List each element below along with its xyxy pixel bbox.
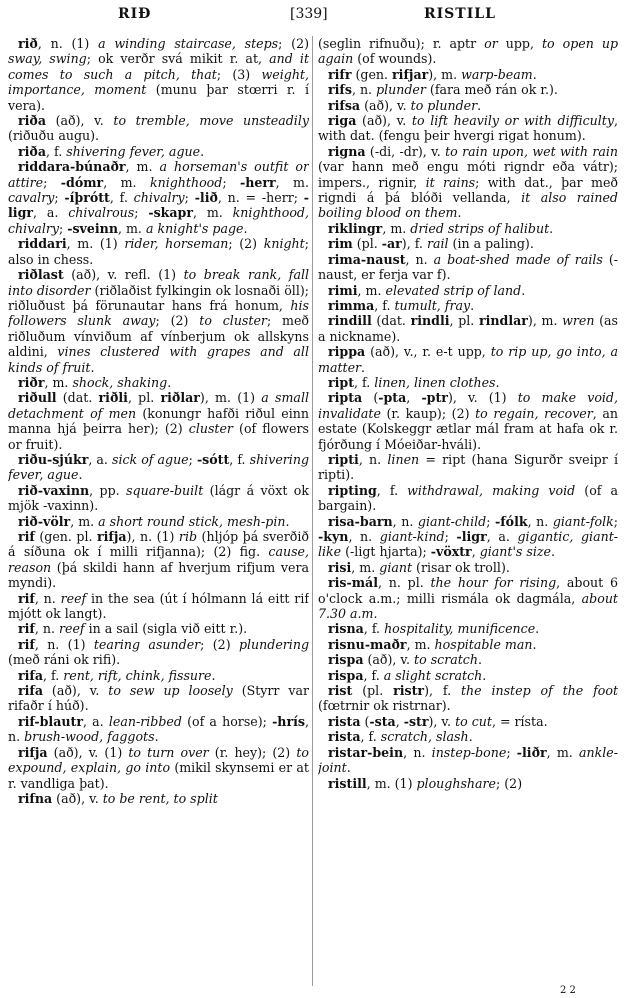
dictionary-entry: riðlast (að), v. refl. (1) to break rank, fall into disorder (riðlaðist fylkingin ok losnaði öll); riðluðust þá förunautar hans frá honum, his followers slunk away; (2) to cluster; með riðluðum vínviðum af vínberjum ok allskyns aldini, vines clustered with grapes and all kinds of fruit. — [8, 267, 309, 375]
dictionary-entry: rifr (gen. rifjar), m. warp-beam. — [328, 66, 537, 82]
dictionary-entry: rimma, f. tumult, fray. — [328, 297, 475, 313]
signature-mark: 2 2 — [560, 985, 576, 996]
dictionary-entry: risna, f. hospitality, munificence. — [328, 621, 540, 637]
dictionary-entry: ristar-bein, n. instep-bone; -liðr, m. ankle-joint. — [318, 744, 618, 776]
dictionary-entry: rist (pl. ristr), f. the instep of the foot (fœtrnir ok ristrnar). — [318, 683, 618, 714]
dictionary-entry: rista, f. scratch, slash. — [328, 729, 473, 745]
column-divider — [312, 36, 313, 986]
dictionary-entry: risa-barn, n. giant-child; -fólk, n. giant-folk; -kyn, n. giant-kind; -ligr, a. gigantic, giant-like (-ligt hjarta); -vöxtr, giant's size. — [318, 513, 618, 560]
dictionary-entry: riðr, m. shock, shaking. — [18, 374, 172, 390]
dictionary-entry: rim (pl. -ar), f. rail (in a paling). — [328, 236, 534, 252]
dictionary-entry: rippa (að), v., r. e-t upp, to rip up, go into, a matter. — [318, 344, 618, 375]
dictionary-entry: rif, n. reef in a sail (sigla við eitt r.). — [18, 621, 248, 637]
dictionary-entry: riða, f. shivering fever, ague. — [18, 143, 205, 159]
right-column — [318, 36, 618, 986]
dictionary-entry: rifna (að), v. to be rent, to split — [18, 790, 218, 806]
dictionary-entry: ristill, m. (1) ploughshare; (2) — [328, 775, 523, 791]
page-number: [339] — [290, 6, 328, 22]
dictionary-entry: riddara-búnaðr, m. a horseman's outfit or attire; -dómr, m. knighthood; -herr, m. cavalry; -íþrótt, f. chivalry; -lið, n. = -herr; -ligr, a. chivalrous; -skapr, m. knighthood, chivalry; -sveinn, m. a knight's page. — [8, 159, 309, 236]
dictionary-entry: rif, n. reef in the sea (út í hólmann lá eitt rif mjótt ok langt). — [8, 590, 309, 622]
header-right-guideword: RISTILL — [424, 6, 496, 22]
dictionary-entry: rigna (-di, -dr), v. to rain upon, wet with rain (var hann með engu móti rigndr eða vátr); impers., rignir, it rains; with dat., þar með rigndi á þá blóði vellanda, it also rained boiling blood on them. — [318, 143, 618, 221]
dictionary-entry: rista (-sta, -str), v. to cut, = rísta. — [328, 713, 548, 729]
dictionary-entry: rif, n. (1) tearing asunder; (2) plundering (með ráni ok rifi). — [8, 636, 309, 668]
dictionary-entry: rindill (dat. rindli, pl. rindlar), m. wren (as a nickname). — [318, 313, 618, 344]
dictionary-entry: riddari, m. (1) rider, horseman; (2) knight; also in chess. — [8, 236, 309, 267]
dictionary-entry: rifsa (að), v. to plunder. — [328, 97, 482, 113]
dictionary-entry: rið, n. (1) a winding staircase, steps; (2) sway, swing; ok verðr svá mikit r. at, and it comes to such a pitch, that; (3) weight, importance, moment (munu þar stœrri r. í vera). — [8, 36, 309, 113]
dictionary-entry: riðull (dat. riðli, pl. riðlar), m. (1) a small detachment of men (konungr hafði riðul einn manna hjá þeirra her); (2) cluster (of flowers or fruit). — [8, 390, 309, 452]
dictionary-entry: riðu-sjúkr, a. sick of ague; -sótt, f. shivering fever, ague. — [8, 451, 309, 483]
dictionary-entry: rimi, m. elevated strip of land. — [328, 282, 526, 298]
dictionary-entry: ripti, n. linen = ript (hana Sigurðr sveipr í ripti). — [318, 451, 618, 483]
dictionary-entry: risnu-maðr, m. hospitable man. — [328, 636, 537, 652]
dictionary-entry: ript, f. linen, linen clothes. — [328, 374, 500, 390]
dictionary-entry: riga (að), v. to lift heavily or with difficulty, with dat. (fengu þeir hvergi rigat honum). — [318, 113, 618, 144]
dictionary-entry: (seglin rifnuðu); r. aptr or upp, to open up again (of wounds). — [318, 36, 618, 67]
dictionary-entry: ripta (-pta, -ptr), v. (1) to make void, invalidate (r. kaup); (2) to regain, recover, an estate (Kolskeggr ætlar mál fram at hafa ok r. fjórðung í Móeiðar-hváli). — [318, 390, 618, 452]
dictionary-entry: rima-naust, n. a boat-shed made of rails (-naust, er ferja var f). — [318, 251, 618, 283]
dictionary-entry: rið-vaxinn, pp. square-built (lágr á vöxt ok mjök -vaxinn). — [8, 482, 309, 514]
dictionary-entry: ripting, f. withdrawal, making void (of a bargain). — [318, 482, 618, 514]
dictionary-entry: rif-blautr, a. lean-ribbed (of a horse); -hrís, n. brush-wood, faggots. — [8, 713, 309, 745]
left-column — [8, 36, 309, 986]
dictionary-entry: rifja (að), v. (1) to turn over (r. hey); (2) to expound, explain, go into (mikil skynsemi er at r. vandliga þat). — [8, 744, 309, 791]
dictionary-entry: rispa, f. a slight scratch. — [328, 667, 487, 683]
dictionary-entry: rifa (að), v. to sew up loosely (Styrr var rifaðr í húð). — [8, 683, 309, 714]
dictionary-entry: riða (að), v. to tremble, move unsteadily (riðuðu augu). — [8, 113, 309, 144]
dictionary-entry: rifs, n. plunder (fara með rán ok r.). — [328, 82, 558, 98]
dictionary-entry: risi, m. giant (risar ok troll). — [328, 559, 510, 575]
dictionary-entry: riklingr, m. dried strips of halibut. — [328, 220, 554, 236]
running-header — [0, 6, 625, 28]
dictionary-entry: rispa (að), v. to scratch. — [328, 652, 482, 668]
dictionary-entry: rif (gen. pl. rifja), n. (1) rib (hljóp þá sverðið á síðuna ok í milli rifjanna); (2) fig. cause, reason (þá skildi hann af hverjum rifjum vera myndi). — [8, 529, 309, 591]
dictionary-entry: rið-völr, m. a short round stick, mesh-pin. — [18, 513, 290, 529]
dictionary-entry: ris-mál, n. pl. the hour for rising, about 6 o'clock a.m.; milli rismála ok dagmála, about 7.30 a.m. — [318, 575, 618, 622]
dictionary-entry: rifa, f. rent, rift, chink, fissure. — [18, 667, 216, 683]
header-left-guideword: RIÐ — [118, 6, 152, 22]
